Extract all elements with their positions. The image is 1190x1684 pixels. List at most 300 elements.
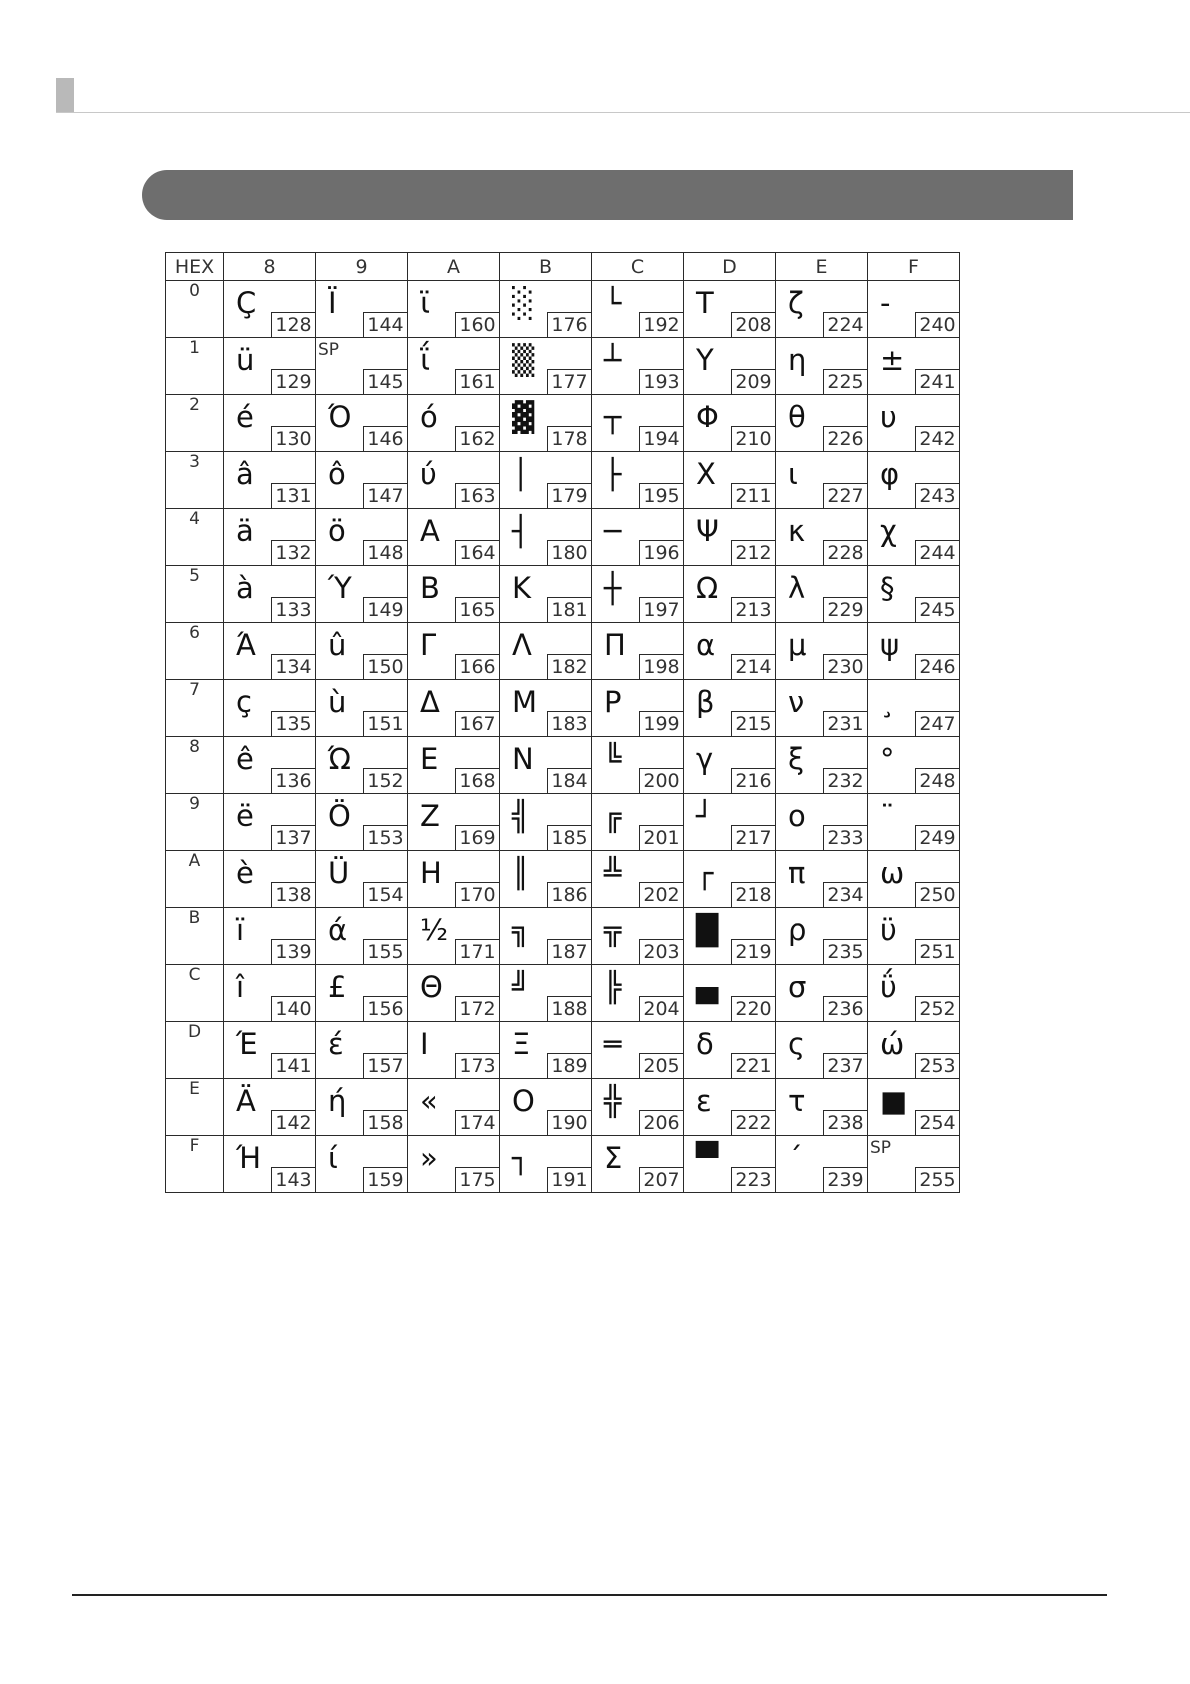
char-cell: [224, 566, 316, 623]
decimal-code: 241: [915, 369, 959, 394]
char-cell: [500, 395, 592, 452]
decimal-code: 204: [639, 996, 683, 1021]
char-glyph: π: [788, 856, 806, 890]
decimal-code: 244: [915, 540, 959, 565]
decimal-code: 194: [639, 426, 683, 451]
char-cell: [776, 395, 868, 452]
char-glyph: έ: [328, 1027, 344, 1061]
char-cell: [224, 965, 316, 1022]
char-glyph: »: [420, 1141, 438, 1175]
char-cell: [868, 395, 960, 452]
char-glyph: ù: [328, 685, 347, 719]
char-cell: [776, 851, 868, 908]
char-glyph: ό: [420, 400, 438, 434]
decimal-code: 145: [363, 369, 407, 394]
decimal-code: 189: [547, 1053, 591, 1078]
decimal-code: 133: [271, 597, 315, 622]
decimal-code: 209: [731, 369, 775, 394]
decimal-code: 162: [455, 426, 499, 451]
char-glyph: Ρ: [604, 685, 622, 719]
char-cell: [868, 452, 960, 509]
decimal-code: 159: [363, 1167, 407, 1192]
char-cell: [500, 965, 592, 1022]
decimal-code: 166: [455, 654, 499, 679]
char-cell: [224, 680, 316, 737]
char-glyph: ö: [328, 514, 346, 548]
char-cell: [684, 965, 776, 1022]
decimal-code: 221: [731, 1053, 775, 1078]
char-cell: [500, 1079, 592, 1136]
char-cell: [684, 623, 776, 680]
decimal-code: 183: [547, 711, 591, 736]
decimal-code: 158: [363, 1110, 407, 1135]
decimal-code: 182: [547, 654, 591, 679]
char-cell: [868, 794, 960, 851]
char-cell: [224, 395, 316, 452]
char-glyph: â: [236, 457, 254, 491]
char-glyph: υ: [880, 400, 897, 434]
char-glyph: ς: [788, 1027, 806, 1061]
row-header: 6: [166, 623, 224, 680]
table-row: [166, 566, 960, 623]
decimal-code: 173: [455, 1053, 499, 1078]
char-cell: [776, 965, 868, 1022]
decimal-code: 132: [271, 540, 315, 565]
row-header: 1: [166, 338, 224, 395]
char-cell: [316, 509, 408, 566]
decimal-code: 186: [547, 882, 591, 907]
decimal-code: 207: [639, 1167, 683, 1192]
decimal-code: 250: [915, 882, 959, 907]
column-header: 8: [224, 253, 316, 281]
char-cell: [224, 851, 316, 908]
char-cell: [408, 908, 500, 965]
decimal-code: 235: [823, 939, 867, 964]
row-header: 5: [166, 566, 224, 623]
decimal-code: 152: [363, 768, 407, 793]
char-cell: [316, 1079, 408, 1136]
column-header: C: [592, 253, 684, 281]
char-cell: [408, 509, 500, 566]
char-glyph: Ε: [420, 742, 439, 776]
char-glyph: ┐: [512, 1141, 530, 1175]
char-cell: [592, 281, 684, 338]
decimal-code: 217: [731, 825, 775, 850]
char-glyph: Ι: [420, 1027, 429, 1061]
char-glyph: ο: [788, 799, 806, 833]
char-glyph: κ: [788, 514, 806, 548]
char-glyph: ΰ: [880, 970, 897, 1004]
char-cell: [684, 395, 776, 452]
decimal-code: 143: [271, 1167, 315, 1192]
char-glyph: Έ: [236, 1027, 258, 1061]
char-cell: [316, 566, 408, 623]
char-cell: [224, 794, 316, 851]
decimal-code: 236: [823, 996, 867, 1021]
char-cell: [500, 908, 592, 965]
char-cell: [316, 851, 408, 908]
table-row: [166, 338, 960, 395]
decimal-code: 177: [547, 369, 591, 394]
char-glyph: μ: [788, 628, 807, 662]
char-cell: [776, 509, 868, 566]
decimal-code: 219: [731, 939, 775, 964]
char-glyph: ¸: [880, 685, 895, 719]
decimal-code: 214: [731, 654, 775, 679]
decimal-code: 155: [363, 939, 407, 964]
decimal-code: 199: [639, 711, 683, 736]
char-glyph: «: [420, 1084, 438, 1118]
char-cell: [592, 965, 684, 1022]
decimal-code: 139: [271, 939, 315, 964]
decimal-code: 164: [455, 540, 499, 565]
decimal-code: 202: [639, 882, 683, 907]
char-cell: [316, 281, 408, 338]
char-glyph: ε: [696, 1084, 712, 1118]
table-row: [166, 851, 960, 908]
char-cell: [408, 794, 500, 851]
character-code-table: [165, 252, 960, 1193]
decimal-code: 254: [915, 1110, 959, 1135]
char-glyph: ϊ: [420, 286, 430, 320]
char-cell: [316, 908, 408, 965]
char-cell: [776, 452, 868, 509]
decimal-code: 243: [915, 483, 959, 508]
char-cell: [868, 1136, 960, 1193]
char-glyph: à: [236, 571, 254, 605]
char-cell: [408, 1022, 500, 1079]
row-header: 7: [166, 680, 224, 737]
decimal-code: 148: [363, 540, 407, 565]
decimal-code: 198: [639, 654, 683, 679]
char-glyph: Α: [420, 514, 440, 548]
char-cell: [408, 623, 500, 680]
char-cell: [868, 851, 960, 908]
char-glyph: ê: [236, 742, 254, 776]
decimal-code: 239: [823, 1167, 867, 1192]
char-cell: [592, 1079, 684, 1136]
char-cell: [684, 851, 776, 908]
table-row: [166, 452, 960, 509]
char-cell: [500, 794, 592, 851]
row-header: 2: [166, 395, 224, 452]
decimal-code: 240: [915, 312, 959, 337]
decimal-code: 160: [455, 312, 499, 337]
decimal-code: 129: [271, 369, 315, 394]
char-glyph: Ü: [328, 856, 350, 890]
char-glyph: χ: [880, 514, 897, 548]
char-cell: [684, 566, 776, 623]
row-header: 0: [166, 281, 224, 338]
footer-rule: [72, 1594, 1107, 1596]
decimal-code: 223: [731, 1167, 775, 1192]
decimal-code: 136: [271, 768, 315, 793]
table-body: [166, 281, 960, 1193]
char-glyph: η: [788, 343, 807, 377]
decimal-code: 161: [455, 369, 499, 394]
decimal-code: 213: [731, 597, 775, 622]
char-glyph: Ξ: [512, 1027, 531, 1061]
char-glyph: ±: [880, 343, 905, 377]
decimal-code: 157: [363, 1053, 407, 1078]
table-row: [166, 680, 960, 737]
section-title-bar: [142, 170, 1073, 220]
char-glyph: ┼: [604, 571, 622, 605]
table-row: [166, 908, 960, 965]
decimal-code: 232: [823, 768, 867, 793]
decimal-code: 234: [823, 882, 867, 907]
decimal-code: 190: [547, 1110, 591, 1135]
char-cell: [776, 737, 868, 794]
char-cell: [684, 452, 776, 509]
char-cell: [684, 737, 776, 794]
char-cell: [408, 395, 500, 452]
decimal-code: 174: [455, 1110, 499, 1135]
char-cell: [592, 1022, 684, 1079]
char-cell: [684, 794, 776, 851]
char-cell: [316, 452, 408, 509]
decimal-code: 134: [271, 654, 315, 679]
char-cell: [408, 452, 500, 509]
char-glyph: Ä: [236, 1084, 256, 1118]
decimal-code: 175: [455, 1167, 499, 1192]
char-cell: [868, 737, 960, 794]
char-glyph: Λ: [512, 628, 532, 662]
decimal-code: 203: [639, 939, 683, 964]
char-cell: [316, 965, 408, 1022]
char-glyph: Θ: [420, 970, 443, 1004]
char-glyph: Γ: [420, 628, 437, 662]
char-cell: [500, 566, 592, 623]
header-marker: [56, 78, 74, 112]
char-glyph: ╚: [604, 742, 622, 776]
char-glyph: ¨: [880, 799, 895, 833]
table-row: [166, 737, 960, 794]
char-cell: [224, 737, 316, 794]
decimal-code: 227: [823, 483, 867, 508]
char-cell: [224, 281, 316, 338]
decimal-code: 252: [915, 996, 959, 1021]
header-row: [166, 253, 960, 281]
char-cell: [224, 623, 316, 680]
char-glyph: ψ: [880, 628, 900, 662]
char-glyph: ä: [236, 514, 254, 548]
char-cell: [684, 509, 776, 566]
char-glyph: ξ: [788, 742, 805, 776]
decimal-code: 165: [455, 597, 499, 622]
char-cell: [408, 1079, 500, 1136]
decimal-code: 178: [547, 426, 591, 451]
char-cell: [224, 452, 316, 509]
char-glyph: Π: [604, 628, 626, 662]
decimal-code: 153: [363, 825, 407, 850]
decimal-code: 206: [639, 1110, 683, 1135]
char-cell: [224, 1022, 316, 1079]
char-cell: [776, 1079, 868, 1136]
char-glyph: ■: [880, 1084, 908, 1118]
char-glyph: è: [236, 856, 254, 890]
char-glyph: Χ: [696, 457, 716, 491]
decimal-code: 172: [455, 996, 499, 1021]
char-glyph: Ή: [236, 1141, 262, 1175]
decimal-code: 201: [639, 825, 683, 850]
char-glyph: β: [696, 685, 715, 719]
char-glyph: ┘: [696, 799, 714, 833]
char-glyph: ύ: [420, 457, 437, 491]
decimal-code: 225: [823, 369, 867, 394]
char-glyph: Ο: [512, 1084, 535, 1118]
char-cell: [776, 1136, 868, 1193]
char-cell: [684, 1022, 776, 1079]
char-glyph: ┌: [696, 856, 714, 890]
decimal-code: 222: [731, 1110, 775, 1135]
column-header: A: [408, 253, 500, 281]
decimal-code: 210: [731, 426, 775, 451]
char-cell: [500, 452, 592, 509]
char-glyph: Ά: [236, 628, 257, 662]
char-glyph: ╗: [512, 913, 530, 947]
char-glyph: ╦: [604, 913, 622, 947]
decimal-code: 247: [915, 711, 959, 736]
char-glyph: ü: [236, 343, 255, 377]
row-header: F: [166, 1136, 224, 1193]
row-header: 3: [166, 452, 224, 509]
row-header: E: [166, 1079, 224, 1136]
decimal-code: 200: [639, 768, 683, 793]
decimal-code: 138: [271, 882, 315, 907]
char-glyph: Ω: [696, 571, 719, 605]
decimal-code: 193: [639, 369, 683, 394]
char-cell: [408, 680, 500, 737]
char-glyph: █: [696, 913, 719, 947]
char-glyph: ï: [236, 913, 245, 947]
char-cell: [408, 338, 500, 395]
decimal-code: 197: [639, 597, 683, 622]
char-cell: [868, 338, 960, 395]
char-cell: [500, 338, 592, 395]
char-glyph: ϋ: [880, 913, 897, 947]
decimal-code: 150: [363, 654, 407, 679]
char-glyph: ═: [604, 1027, 622, 1061]
char-glyph: Ν: [512, 742, 534, 776]
char-cell: [776, 281, 868, 338]
decimal-code: 246: [915, 654, 959, 679]
char-cell: [224, 1136, 316, 1193]
hex-corner-label: HEX: [166, 253, 224, 281]
char-glyph: ╬: [604, 1084, 622, 1118]
char-glyph: ▄: [696, 970, 719, 1004]
char-cell: [500, 623, 592, 680]
row-header: A: [166, 851, 224, 908]
char-glyph: ▒: [512, 343, 535, 377]
char-cell: [408, 965, 500, 1022]
decimal-code: 181: [547, 597, 591, 622]
char-cell: [776, 338, 868, 395]
decimal-code: 251: [915, 939, 959, 964]
char-glyph: Τ: [696, 286, 714, 320]
char-glyph: Υ: [696, 343, 714, 377]
char-cell: [316, 680, 408, 737]
char-glyph: ┴: [604, 343, 622, 377]
decimal-code: 179: [547, 483, 591, 508]
char-cell: [868, 281, 960, 338]
table-row: [166, 1136, 960, 1193]
char-glyph: Κ: [512, 571, 532, 605]
decimal-code: 226: [823, 426, 867, 451]
char-glyph: ▓: [512, 400, 535, 434]
char-glyph: │: [512, 457, 530, 491]
char-cell: [500, 1136, 592, 1193]
char-glyph: ΐ: [420, 343, 430, 377]
char-cell: [224, 1079, 316, 1136]
char-cell: [776, 623, 868, 680]
table-row: [166, 965, 960, 1022]
char-glyph: Ζ: [420, 799, 440, 833]
char-glyph: ν: [788, 685, 805, 719]
char-cell: [592, 395, 684, 452]
char-cell: [408, 1136, 500, 1193]
char-glyph: └: [604, 286, 622, 320]
column-header: E: [776, 253, 868, 281]
char-glyph: ί: [328, 1141, 338, 1175]
char-glyph: λ: [788, 571, 806, 605]
char-glyph: Φ: [696, 400, 719, 434]
char-cell: [500, 281, 592, 338]
decimal-code: 184: [547, 768, 591, 793]
decimal-code: 196: [639, 540, 683, 565]
char-glyph: ή: [328, 1084, 347, 1118]
char-cell: [316, 338, 408, 395]
char-cell: [224, 509, 316, 566]
decimal-code: 147: [363, 483, 407, 508]
table-row: [166, 1079, 960, 1136]
decimal-code: 218: [731, 882, 775, 907]
table-row: [166, 281, 960, 338]
decimal-code: 191: [547, 1167, 591, 1192]
char-cell: [500, 1022, 592, 1079]
char-cell: [684, 1079, 776, 1136]
char-glyph: ω: [880, 856, 905, 890]
char-glyph: ΄: [788, 1141, 803, 1175]
decimal-code: 237: [823, 1053, 867, 1078]
char-cell: [868, 566, 960, 623]
char-glyph: α: [696, 628, 716, 662]
header-rule: [56, 112, 1190, 113]
decimal-code: 230: [823, 654, 867, 679]
char-cell: [684, 338, 776, 395]
char-cell: [316, 1022, 408, 1079]
char-glyph: °: [880, 742, 895, 776]
decimal-code: 208: [731, 312, 775, 337]
char-glyph: ├: [604, 457, 622, 491]
decimal-code: 245: [915, 597, 959, 622]
char-glyph: γ: [696, 742, 714, 776]
char-glyph: ╔: [604, 799, 622, 833]
decimal-code: 144: [363, 312, 407, 337]
row-header: 9: [166, 794, 224, 851]
char-glyph: û: [328, 628, 347, 662]
decimal-code: 169: [455, 825, 499, 850]
char-cell: [408, 566, 500, 623]
char-glyph: σ: [788, 970, 807, 1004]
decimal-code: 142: [271, 1110, 315, 1135]
char-cell: [316, 623, 408, 680]
char-glyph: ─: [604, 514, 622, 548]
char-glyph: SP: [870, 1138, 892, 1158]
char-glyph: Σ: [604, 1141, 623, 1175]
char-cell: [408, 737, 500, 794]
char-glyph: θ: [788, 400, 806, 434]
